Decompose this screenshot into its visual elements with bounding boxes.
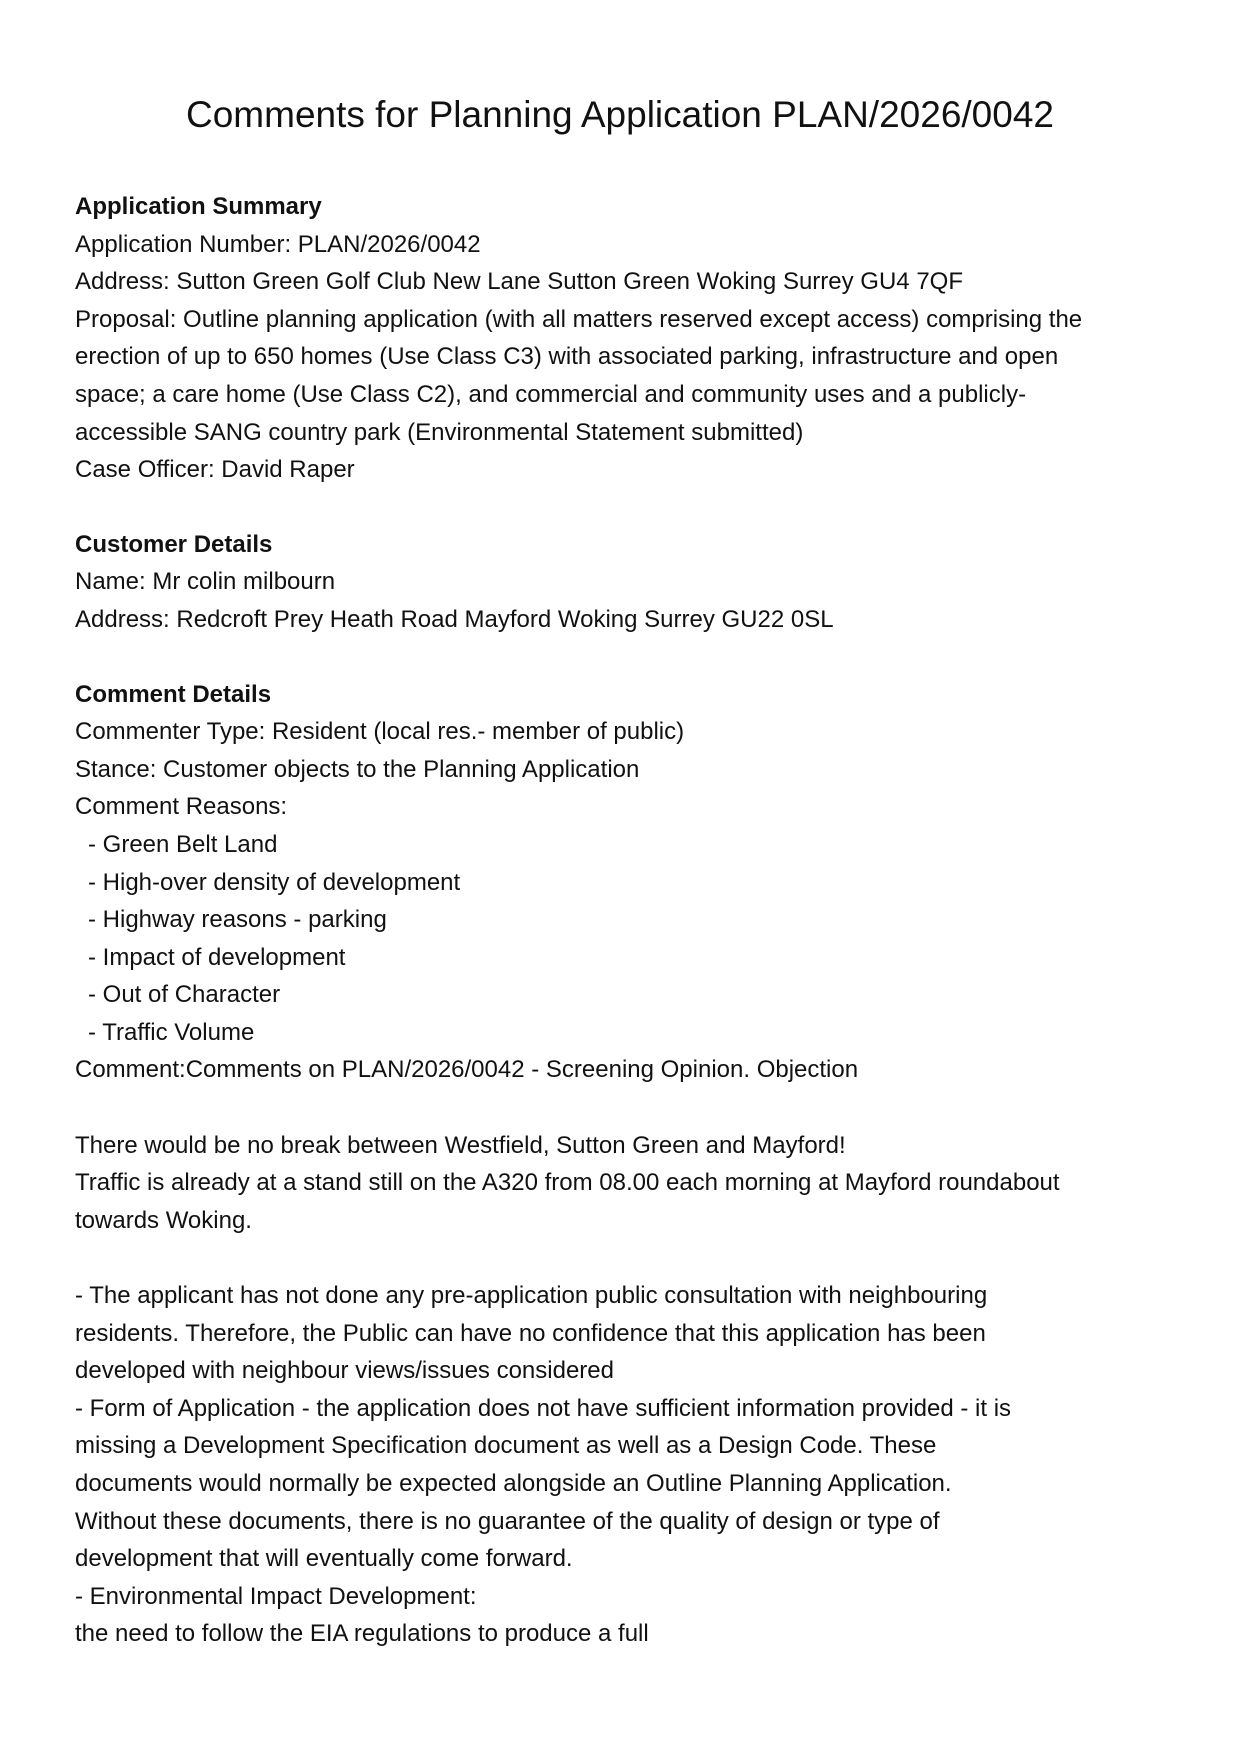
proposal-line: Proposal: Outline planning application (with all matters reserved except access) comprising the xyxy=(75,305,1083,333)
comment-intro: Comment:Comments on PLAN/2026/0042 - Screening Opinion. Objection xyxy=(75,1056,859,1084)
comment-reason-item: - High-over density of development xyxy=(88,868,461,896)
comment-paragraph-line: - The applicant has not done any pre-application public consultation with neighbouring xyxy=(75,1282,988,1310)
page-title: Comments for Planning Application PLAN/2026/0042 xyxy=(186,94,1054,135)
comment-paragraph-line: the need to follow the EIA regulations to produce a full xyxy=(75,1620,649,1648)
comment-paragraph-line: towards Woking. xyxy=(75,1206,252,1234)
application-summary-heading: Application Summary xyxy=(75,193,322,220)
comment-details-section xyxy=(75,676,1165,1653)
case-officer: Case Officer: David Raper xyxy=(75,456,355,484)
comment-paragraph-line: development that will eventually come forward. xyxy=(75,1545,573,1573)
paragraph-spacer xyxy=(75,1239,1165,1277)
comment-reason-item: - Highway reasons - parking xyxy=(88,906,387,934)
application-number: Application Number: PLAN/2026/0042 xyxy=(75,230,481,258)
commenter-type: Commenter Type: Resident (local res.- member of public) xyxy=(75,718,685,746)
proposal-line: erection of up to 650 homes (Use Class C3) with associated parking, infrastructure and open xyxy=(75,343,1059,371)
customer-name: Name: Mr colin milbourn xyxy=(75,568,336,596)
comment-reason-item: - Impact of development xyxy=(88,943,346,971)
customer-address: Address: Redcroft Prey Heath Road Mayford Woking Surrey GU22 0SL xyxy=(75,605,834,633)
comment-reasons-label: Comment Reasons: xyxy=(75,793,288,821)
comment-paragraph-line: - Form of Application - the application does not have sufficient information provided - it is xyxy=(75,1394,1012,1422)
comment-paragraph-line: residents. Therefore, the Public can have no confidence that this application has been xyxy=(75,1319,986,1347)
comment-paragraph-line: developed with neighbour views/issues considered xyxy=(75,1357,614,1385)
customer-details-section xyxy=(75,526,1165,639)
comment-paragraph-line: There would be no break between Westfield, Sutton Green and Mayford! xyxy=(75,1131,846,1159)
comment-paragraph-line: Without these documents, there is no guarantee of the quality of design or type of xyxy=(75,1507,940,1535)
comment-paragraph-line: missing a Development Specification document as well as a Design Code. These xyxy=(75,1432,937,1460)
proposal-line: space; a care home (Use Class C2), and commercial and community uses and a publicly- xyxy=(75,380,1027,408)
stance: Stance: Customer objects to the Planning Application xyxy=(75,755,640,783)
proposal-line: accessible SANG country park (Environmental Statement submitted) xyxy=(75,418,804,446)
application-summary-section xyxy=(75,188,1165,489)
application-address: Address: Sutton Green Golf Club New Lane Sutton Green Woking Surrey GU4 7QF xyxy=(75,268,963,296)
comment-reason-item: - Green Belt Land xyxy=(88,830,278,858)
comment-reason-item: - Out of Character xyxy=(88,981,281,1009)
comment-paragraph-line: - Environmental Impact Development: xyxy=(75,1582,477,1610)
paragraph-spacer xyxy=(75,1089,1165,1127)
comment-details-heading: Comment Details xyxy=(75,680,272,708)
comment-paragraph-line: documents would normally be expected alongside an Outline Planning Application. xyxy=(75,1470,952,1497)
customer-details-heading: Customer Details xyxy=(75,530,273,558)
comment-paragraph-line: Traffic is already at a stand still on the A320 from 08.00 each morning at Mayford roundabout xyxy=(75,1169,1060,1197)
comment-reason-item: - Traffic Volume xyxy=(88,1018,255,1046)
